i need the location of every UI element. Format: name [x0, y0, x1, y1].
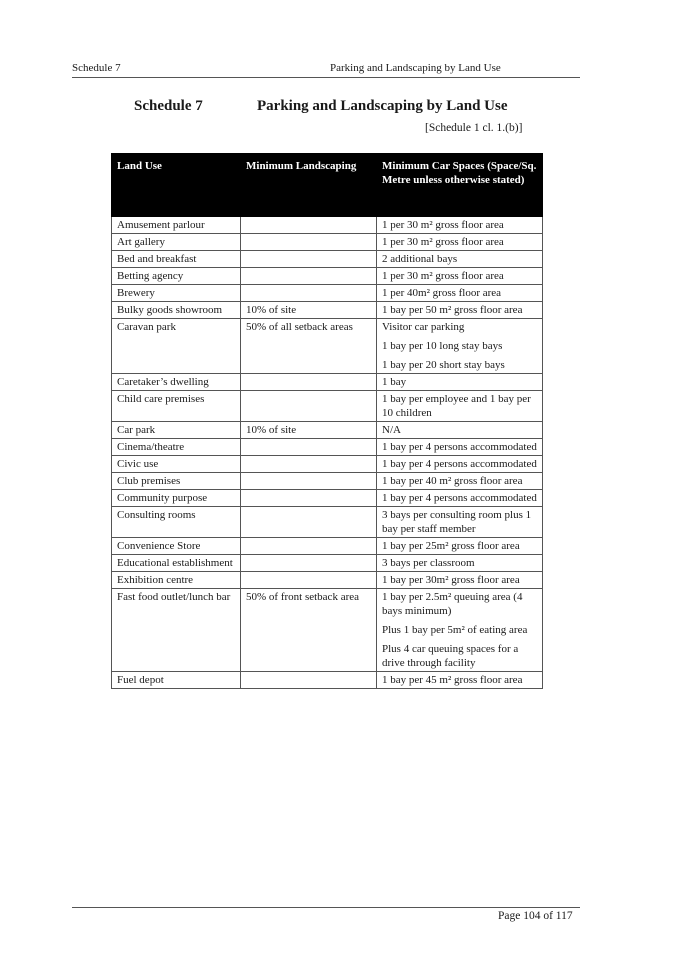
car-spaces-cell — [377, 538, 543, 555]
car-spaces-cell — [377, 672, 543, 689]
land-use-cell: Art gallery — [112, 234, 241, 251]
table-row — [112, 234, 543, 251]
land-use-cell: Civic use — [112, 456, 241, 473]
running-header-right: Parking and Landscaping by Land Use — [330, 62, 501, 74]
car-spaces-cell — [377, 374, 543, 391]
page-title: Parking and Landscaping by Land Use — [257, 98, 508, 114]
car-spaces-line: 1 per 30 m² gross floor area — [382, 236, 504, 248]
landscaping-cell: 10% of site — [241, 302, 377, 319]
landscaping-cell — [241, 473, 377, 490]
table-row — [112, 555, 543, 572]
car-spaces-cell — [377, 234, 543, 251]
land-use-cell: Brewery — [112, 285, 241, 302]
table-row — [112, 422, 543, 439]
table-row — [112, 672, 543, 689]
land-use-cell: Betting agency — [112, 268, 241, 285]
table-row — [112, 507, 543, 538]
land-use-cell: Consulting rooms — [112, 507, 241, 538]
car-spaces-cell — [377, 422, 543, 439]
table-row — [112, 285, 543, 302]
landscaping-cell — [241, 234, 377, 251]
landscaping-cell — [241, 285, 377, 302]
landscaping-cell — [241, 572, 377, 589]
landscaping-cell — [241, 251, 377, 268]
car-spaces-line: 1 bay per 50 m² gross floor area — [382, 304, 523, 316]
car-spaces-cell — [377, 555, 543, 572]
page-number: Page 104 of 117 — [498, 910, 573, 922]
car-spaces-cell — [377, 439, 543, 456]
header-car-spaces: Minimum Car Spaces (Space/Sq. Metre unless otherwise stated) — [377, 154, 543, 217]
car-spaces-line: 1 bay per employee and 1 bay per 10 children — [382, 393, 531, 419]
table-row — [112, 302, 543, 319]
table-row — [112, 490, 543, 507]
landscaping-cell: 10% of site — [241, 422, 377, 439]
table-row — [112, 217, 543, 234]
table-row — [112, 572, 543, 589]
land-use-cell: Child care premises — [112, 391, 241, 422]
car-spaces-line: 1 bay per 4 persons accommodated — [382, 492, 537, 504]
table-row — [112, 538, 543, 555]
car-spaces-line: 1 bay per 4 persons accommodated — [382, 458, 537, 470]
landscaping-cell — [241, 456, 377, 473]
table-row — [112, 391, 543, 422]
car-spaces-cell — [377, 473, 543, 490]
landscaping-cell — [241, 391, 377, 422]
car-spaces-line: 1 bay per 4 persons accommodated — [382, 441, 537, 453]
land-use-cell: Bed and breakfast — [112, 251, 241, 268]
table-row — [112, 319, 543, 374]
car-spaces-line: 1 bay per 20 short stay bays — [382, 359, 505, 371]
car-spaces-cell — [377, 285, 543, 302]
landscaping-cell — [241, 490, 377, 507]
land-use-cell: Car park — [112, 422, 241, 439]
car-spaces-line: 3 bays per classroom — [382, 557, 475, 569]
landscaping-cell — [241, 439, 377, 456]
land-use-cell: Cinema/theatre — [112, 439, 241, 456]
car-spaces-cell — [377, 572, 543, 589]
car-spaces-line: Visitor car parking — [382, 321, 465, 333]
car-spaces-cell — [377, 589, 543, 672]
landscaping-cell: 50% of all setback areas — [241, 319, 377, 374]
car-spaces-cell — [377, 391, 543, 422]
land-use-cell: Caravan park — [112, 319, 241, 374]
car-spaces-line: 2 additional bays — [382, 253, 458, 265]
schedule-reference: [Schedule 1 cl. 1.(b)] — [425, 122, 523, 134]
landscaping-cell — [241, 672, 377, 689]
header-rule — [72, 77, 580, 78]
car-spaces-line: N/A — [382, 424, 401, 436]
schedule-number: Schedule 7 — [134, 98, 203, 114]
car-spaces-cell — [377, 217, 543, 234]
landscaping-cell — [241, 507, 377, 538]
landscaping-cell: 50% of front setback area — [241, 589, 377, 672]
table-row — [112, 439, 543, 456]
land-use-cell: Bulky goods showroom — [112, 302, 241, 319]
car-spaces-cell — [377, 490, 543, 507]
car-spaces-line: 1 per 30 m² gross floor area — [382, 219, 504, 231]
table-row — [112, 374, 543, 391]
table-row — [112, 473, 543, 490]
header-land-use: Land Use — [112, 154, 241, 217]
footer-rule — [72, 907, 580, 908]
landscaping-cell — [241, 538, 377, 555]
car-spaces-cell — [377, 251, 543, 268]
land-use-cell: Caretaker’s dwelling — [112, 374, 241, 391]
land-use-cell: Convenience Store — [112, 538, 241, 555]
land-use-cell: Fast food outlet/lunch bar — [112, 589, 241, 672]
land-use-cell: Amusement parlour — [112, 217, 241, 234]
schedule-table — [111, 153, 543, 689]
car-spaces-line: Plus 4 car queuing spaces for a drive through facility — [382, 643, 519, 669]
table-header-row — [112, 154, 543, 217]
car-spaces-line: 1 per 30 m² gross floor area — [382, 270, 504, 282]
car-spaces-line: 1 bay — [382, 376, 407, 388]
land-use-cell: Fuel depot — [112, 672, 241, 689]
car-spaces-line: 1 bay per 40 m² gross floor area — [382, 475, 523, 487]
landscaping-cell — [241, 555, 377, 572]
car-spaces-line: 1 bay per 10 long stay bays — [382, 340, 503, 352]
car-spaces-line: 1 bay per 45 m² gross floor area — [382, 674, 523, 686]
header-landscaping: Minimum Landscaping — [241, 154, 377, 217]
car-spaces-cell — [377, 456, 543, 473]
car-spaces-cell — [377, 268, 543, 285]
running-header-left: Schedule 7 — [72, 62, 121, 74]
running-header — [72, 62, 579, 78]
landscaping-cell — [241, 268, 377, 285]
land-use-cell: Exhibition centre — [112, 572, 241, 589]
car-spaces-cell — [377, 302, 543, 319]
table-row — [112, 589, 543, 672]
table-row — [112, 456, 543, 473]
car-spaces-line: Plus 1 bay per 5m² of eating area — [382, 624, 528, 636]
car-spaces-line: 1 bay per 30m² gross floor area — [382, 574, 520, 586]
land-use-cell: Educational establishment — [112, 555, 241, 572]
land-use-cell: Community purpose — [112, 490, 241, 507]
table-row — [112, 268, 543, 285]
car-spaces-line: 1 bay per 25m² gross floor area — [382, 540, 520, 552]
car-spaces-line: 1 bay per 2.5m² queuing area (4 bays minimum) — [382, 591, 523, 617]
car-spaces-line: 3 bays per consulting room plus 1 bay per staff member — [382, 509, 532, 535]
landscaping-cell — [241, 217, 377, 234]
land-use-cell: Club premises — [112, 473, 241, 490]
car-spaces-cell — [377, 507, 543, 538]
table-row — [112, 251, 543, 268]
car-spaces-cell — [377, 319, 543, 374]
landscaping-cell — [241, 374, 377, 391]
car-spaces-line: 1 per 40m² gross floor area — [382, 287, 502, 299]
